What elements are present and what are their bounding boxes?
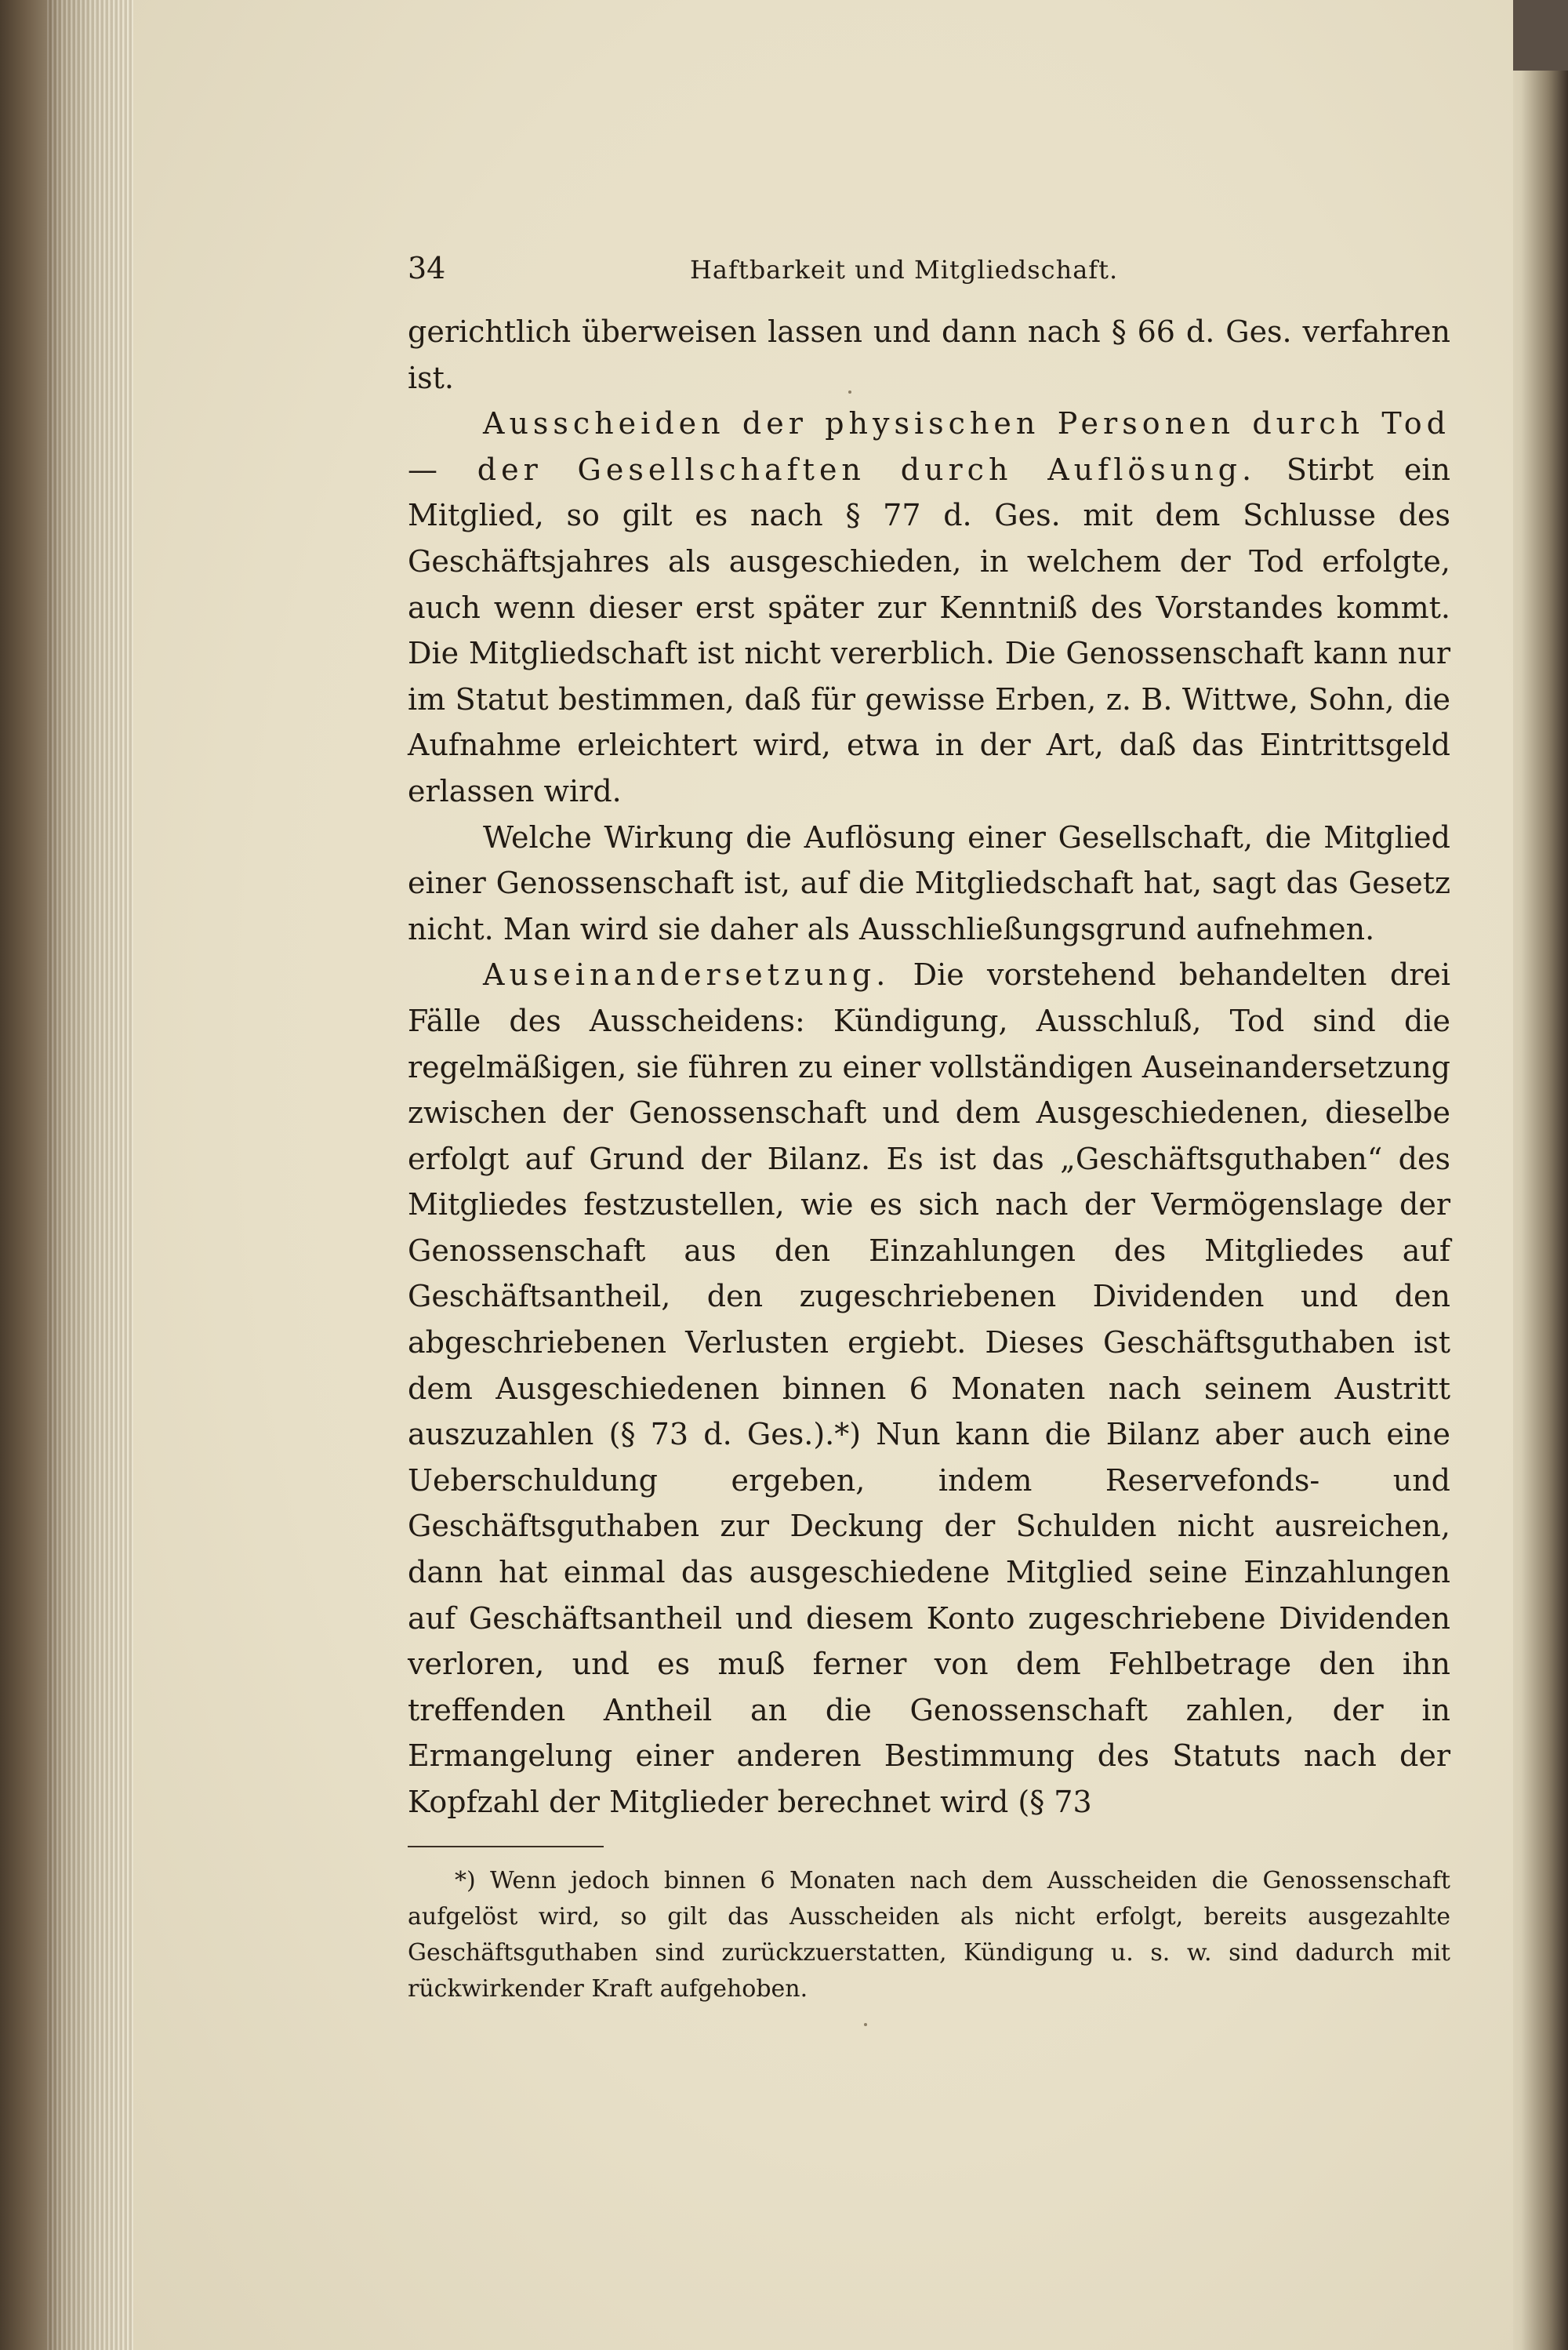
paragraph-text: Welche Wirkung die Auflösung einer Gesellschaft, die Mitglied einer Genossenschaft ist, auf die Mitgliedschaft hat, sagt das Gesetz nicht. Man wird sie daher als Ausschließungsgrund aufnehmen. <box>408 819 1450 946</box>
footnote-rule <box>408 1846 604 1847</box>
page-number: 34 <box>408 251 446 285</box>
section-heading: Auseinandersetzung. <box>483 957 891 993</box>
page-edges <box>47 0 133 2350</box>
binding-corner <box>1513 0 1568 71</box>
paper-speck <box>864 2023 867 2026</box>
paragraph-dissolution <box>408 815 1450 953</box>
section-heading: Ausscheiden der physischen Personen durch Tod — der Gesellschaften durch Auflösung. <box>408 406 1450 487</box>
running-head <box>408 251 1450 298</box>
paragraph-text: gerichtlich überweisen lassen und dann nach § 66 d. Ges. verfahren ist. <box>408 314 1450 395</box>
paragraph-text: Stirbt ein Mitglied, so gilt es nach § 77 d. Ges. mit dem Schlusse des Geschäftsjahres als ausgeschieden, in welchem der Tod erfolgte, auch wenn dieser erst später zur Kenntniß des Vorstandes kommt. Die Mitgliedschaft ist nicht vererblich. Die Genossenschaft kann nur im Statut bestimmen, daß für gewisse Erben, z. B. Wittwe, Sohn, die Aufnahme erleichtert wird, etwa in der Art, daß das Eintrittsgeld erlassen wird. <box>408 452 1450 808</box>
paragraph-death <box>408 401 1450 814</box>
running-title: Haftbarkeit und Mitgliedschaft. <box>690 255 1119 285</box>
paragraph-text: Die vorstehend behandelten drei Fälle des Ausscheidens: Kündigung, Ausschluß, Tod sind die regelmäßigen, sie führen zu einer vollständigen Auseinandersetzung zwischen der Genossenschaft und dem Ausgeschiedenen, dieselbe erfolgt auf Grund der Bilanz. Es ist das „Geschäftsguthaben“ des Mitgliedes festzustellen, wie es sich nach der Vermögenslage der Genossenschaft aus den Einzahlungen des Mitgliedes auf Geschäftsantheil, den zugeschriebenen Dividenden und den abgeschriebenen Verlusten ergiebt. Dieses Geschäftsguthaben ist dem Ausgeschiedenen binnen 6 Monaten nach seinem Austritt auszuzahlen (§ 73 d. Ges.).*) Nun kann die Bilanz aber auch eine Ueberschuldung ergeben, indem Reservefonds- und Geschäftsguthaben zur Deckung der Schulden nicht ausreichen, dann hat einmal das ausgeschiedene Mitglied seine Einzahlungen auf Geschäftsantheil und diesem Konto zugeschriebene Dividenden verloren, und es muß ferner von dem Fehlbetrage den ihn treffenden Antheil an die Genossenschaft zahlen, der in Ermangelung einer anderen Bestimmung des Statuts nach der Kopfzahl der Mitglieder berechnet wird (§ 73 <box>408 957 1450 1819</box>
footnote: *) Wenn jedoch binnen 6 Monaten nach dem Ausscheiden die Genossenschaft aufgelöst wird, so gilt das Ausscheiden als nicht erfolgt, bereits ausgezahlte Geschäftsguthaben sind zurückzuerstatten, Kündigung u. s. w. sind dadurch mit rückwirkender Kraft aufgehoben. <box>408 1866 1450 2003</box>
paragraph-settlement <box>408 952 1450 1825</box>
text-block <box>408 251 1450 2007</box>
paragraph-continuation <box>408 309 1450 401</box>
